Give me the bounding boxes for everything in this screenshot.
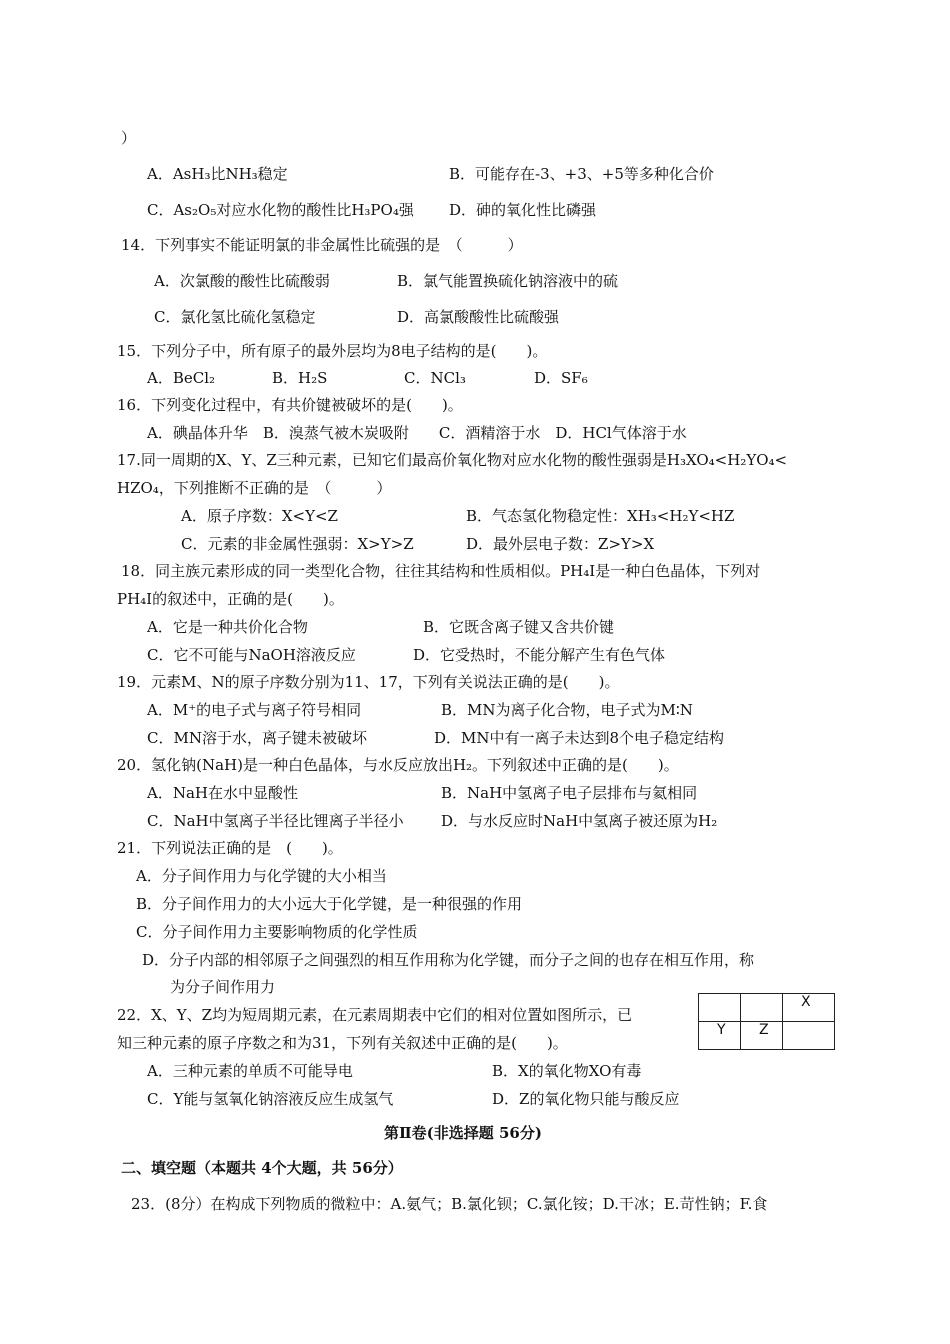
- q20-option-c: C．NaH中氢离子半径比锂离子半径小: [147, 812, 404, 830]
- q17-stem-line2: HZO₄，下列推断不正确的是 （ ）: [117, 479, 392, 497]
- q17-option-c: C．元素的非金属性强弱：X>Y>Z: [181, 535, 414, 553]
- q18-option-a: A．它是一种共价化合物: [147, 618, 308, 636]
- table-cell-x: X: [783, 994, 835, 1022]
- q16-stem: 16．下列变化过程中，有共价键被破坏的是( )。: [117, 396, 463, 414]
- table-cell: [699, 994, 741, 1022]
- q22-option-a: A．三种元素的单质不可能导电: [147, 1062, 353, 1080]
- q15-option-b: B．H₂S: [272, 369, 328, 387]
- periodic-table-diagram: [698, 993, 835, 1050]
- q22-stem-line2: 知三种元素的原子序数之和为31，下列有关叙述中正确的是( )。: [117, 1034, 568, 1052]
- q19-option-c: C．MN溶于水，离子键未被破坏: [147, 729, 367, 747]
- q16-options: A．碘晶体升华 B．溴蒸气被木炭吸附 C．酒精溶于水 D．HCl气体溶于水: [147, 424, 687, 442]
- q20-stem: 20．氢化钠(NaH)是一种白色晶体，与水反应放出H₂。下列叙述中正确的是( )。: [117, 756, 679, 774]
- q14-option-d: D．高氯酸酸性比硫酸强: [397, 308, 560, 326]
- q20-option-b: B．NaH中氢离子电子层排布与氦相同: [441, 784, 698, 802]
- q13-option-d: D．砷的氧化性比磷强: [449, 201, 597, 219]
- q20-option-d: D．与水反应时NaH中氢离子被还原为H₂: [441, 812, 718, 830]
- q19-option-a: A．M⁺的电子式与离子符号相同: [147, 701, 362, 719]
- table-cell: [783, 1022, 835, 1050]
- q21-option-a: A．分子间作用力与化学键的大小相当: [136, 867, 387, 885]
- q14-option-a: A．次氯酸的酸性比硫酸弱: [154, 272, 330, 290]
- q15-stem: 15．下列分子中，所有原子的最外层均为8电子结构的是( )。: [117, 342, 548, 360]
- q22-option-d: D．Z的氧化物只能与酸反应: [492, 1090, 680, 1108]
- q21-stem: 21．下列说法正确的是 ( )。: [117, 839, 343, 857]
- table-cell: [741, 994, 783, 1022]
- q20-option-a: A．NaH在水中显酸性: [147, 784, 298, 802]
- q15-option-d: D．SF₆: [534, 369, 588, 387]
- q15-option-c: C．NCl₃: [404, 369, 466, 387]
- q18-option-c: C．它不可能与NaOH溶液反应: [147, 646, 356, 664]
- q19-option-b: B．MN为离子化合物，电子式为M∶N: [441, 701, 693, 719]
- q18-stem-line1: 18．同主族元素形成的同一类型化合物，往往其结构和性质相似。PH₄I是一种白色晶体，下列对: [121, 562, 761, 580]
- q17-option-b: B．气态氢化物稳定性：XH₃<H₂Y<HZ: [466, 507, 735, 525]
- table-cell-y: Y: [699, 1022, 741, 1050]
- q19-stem: 19．元素M、N的原子序数分别为11、17，下列有关说法正确的是( )。: [117, 673, 620, 691]
- q17-option-a: A．原子序数：X<Y<Z: [181, 507, 338, 525]
- q22-stem-line1: 22．X、Y、Z均为短周期元素，在元素周期表中它们的相对位置如图所示，已: [117, 1006, 633, 1024]
- q17-option-d: D．最外层电子数：Z>Y>X: [466, 535, 655, 553]
- q14-option-c: C．氯化氢比硫化氢稳定: [154, 308, 316, 326]
- table-cell-z: Z: [741, 1022, 783, 1050]
- q15-option-a: A．BeCl₂: [147, 369, 216, 387]
- q22-option-b: B．X的氧化物XO有毒: [492, 1062, 642, 1080]
- table-row: [699, 1022, 835, 1050]
- q18-option-d: D．它受热时，不能分解产生有色气体: [413, 646, 666, 664]
- q13-option-a: A．AsH₃比NH₃稳定: [147, 165, 288, 183]
- table-row: [699, 994, 835, 1022]
- q19-option-d: D．MN中有一离子未达到8个电子稳定结构: [434, 729, 725, 747]
- q21-option-d-line2: 为分子间作用力: [170, 978, 276, 996]
- q13-option-c: C．As₂O₅对应水化物的酸性比H₃PO₄强: [147, 201, 414, 219]
- q18-stem-line2: PH₄I的叙述中，正确的是( )。: [117, 590, 344, 608]
- q21-option-c: C．分子间作用力主要影响物质的化学性质: [136, 923, 418, 941]
- q23-stem: 23．(8分）在构成下列物质的微粒中：A.氨气；B.氯化钡；C.氯化铵；D.干冰；E.苛性钠；F.食: [131, 1195, 768, 1213]
- q18-option-b: B．它既含离子键又含共价键: [423, 618, 615, 636]
- section-two-heading: 二、填空题（本题共 4个大题，共 56分）: [121, 1159, 403, 1177]
- q22-option-c: C．Y能与氢氧化钠溶液反应生成氢气: [147, 1090, 394, 1108]
- q21-option-d-line1: D．分子内部的相邻原子之间强烈的相互作用称为化学键，而分子之间的也存在相互作用，称: [142, 951, 755, 969]
- q21-option-b: B．分子间作用力的大小远大于化学键，是一种很强的作用: [136, 895, 523, 913]
- part-two-title: 第Ⅱ卷(非选择题 56分): [384, 1124, 542, 1142]
- q13-option-b: B．可能存在-3、+3、+5等多种化合价: [449, 165, 714, 183]
- q17-stem-line1: 17.同一周期的X、Y、Z三种元素，已知它们最高价氧化物对应水化物的酸性强弱是H₃XO₄<H₂YO₄<: [117, 451, 788, 469]
- q14-option-b: B．氯气能置换硫化钠溶液中的硫: [397, 272, 619, 290]
- q13-continuation: ）: [121, 129, 137, 147]
- q14-stem: 14．下列事实不能证明氯的非金属性比硫强的是 （ ）: [121, 236, 523, 254]
